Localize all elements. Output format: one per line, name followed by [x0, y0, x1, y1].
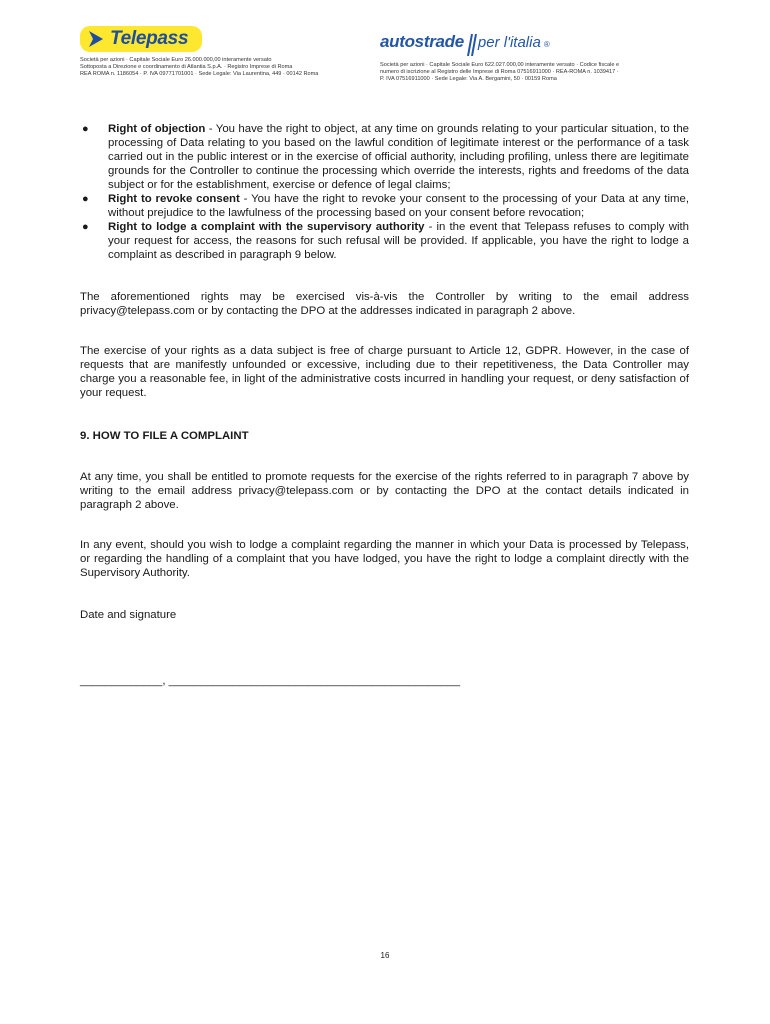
- paragraph-free-of-charge: The exercise of your rights as a data subject is free of charge pursuant to Article 12, GDPR. However, in the case of requests that are manifestly unfounded or excessive, including due to their repetitiveness, the Data Controller may charge you a reasonable fee, in light of the administrative costs incurred in handling your request, or deny satisfaction of your request.: [80, 345, 689, 399]
- aspi-logo: [380, 32, 700, 58]
- telepass-logo: [80, 26, 202, 52]
- aspi-logo-main: autostrade: [380, 32, 464, 51]
- list-item-revoke-consent: ● Right to revoke consent - You have the right to revoke your consent to the processing of your Data at any time, without prejudice to the lawfulness of the processing based on your consent before revocation;: [82, 193, 689, 219]
- date-signature-label: Date and signature: [80, 609, 177, 621]
- document-body: [80, 122, 689, 688]
- bullet-icon: ●: [82, 193, 89, 205]
- aspi-double-bar-icon: [465, 34, 477, 56]
- list-item-right-of-objection: ● Right of objection - You have the right to object, at any time on grounds relating to your particular situation, to the processing of Data relating to you based on the lawful condition of legitimate interest or the performance of a task carried out in the public interest or in the exercise of official authority, including profiling, unless there are legitimate grounds for the Controller to continue the processing which override the interests, rights and freedoms of the data subject or for the establishment, exercise or defence of legal claims;: [82, 123, 689, 191]
- bullet-icon: ●: [82, 221, 89, 233]
- telepass-header: [80, 26, 370, 78]
- signature-line: _____________, ______________________________________________: [80, 675, 461, 687]
- aspi-header: [380, 32, 700, 83]
- aspi-logo-per: per l'italia: [477, 34, 541, 51]
- bullet-icon: ●: [82, 123, 89, 135]
- paragraph-any-time: At any time, you shall be entitled to promote requests for the exercise of the rights referred to in paragraph 7 above by writing to the email address privacy@telepass.com or by contacting the DPO at the contact details indicated in paragraph 2 above.: [80, 471, 689, 511]
- telepass-arrow-icon: [88, 30, 104, 48]
- rights-list: [80, 122, 689, 262]
- aspi-legal-text: Società per azioni · Capitale Sociale Euro 622.027.000,00 interamente versato · Codice fiscale e numero di iscrizione al Registro delle Imprese di Roma 07516911000 · REA-ROMA n. 1039417 · P. IVA 07516911000 · Sede Legale: Via A. Bergamini, 50 · 00159 Roma: [380, 62, 620, 82]
- telepass-logo-text: Telepass: [110, 28, 189, 49]
- paragraph-any-event: In any event, should you wish to lodge a complaint regarding the manner in which your Data is processed by Telepass, or regarding the handling of a complaint that you have lodged, you have the right to lodge a complaint directly with the Supervisory Authority.: [80, 539, 689, 579]
- list-item-lodge-complaint: ● Right to lodge a complaint with the supervisory authority - in the event that Telepass refuses to comply with your request for access, the reasons for such refusal will be provided. If applicable, you have the right to lodge a complaint as described in paragraph 9 below.: [82, 221, 689, 261]
- paragraph-rights-exercise: The aforementioned rights may be exercised vis-à-vis the Controller by writing to the email address privacy@telepass.com or by contacting the DPO at the addresses indicated in paragraph 2 above.: [80, 291, 689, 317]
- section-heading: 9. HOW TO FILE A COMPLAINT: [80, 430, 249, 442]
- registered-mark: ®: [543, 40, 550, 49]
- telepass-legal-text: Società per azioni · Capitale Sociale Euro 26.000.000,00 interamente versato Sottoposta a Direzione e coordinamento di Atlantia S.p.A. · Registro Imprese di Roma REA ROMA n. 1186054 · P. IVA 09771701001 · Sede Legale: Via Laurentina, 449 · 00142 Roma: [80, 57, 319, 77]
- page-number: 16: [380, 951, 390, 960]
